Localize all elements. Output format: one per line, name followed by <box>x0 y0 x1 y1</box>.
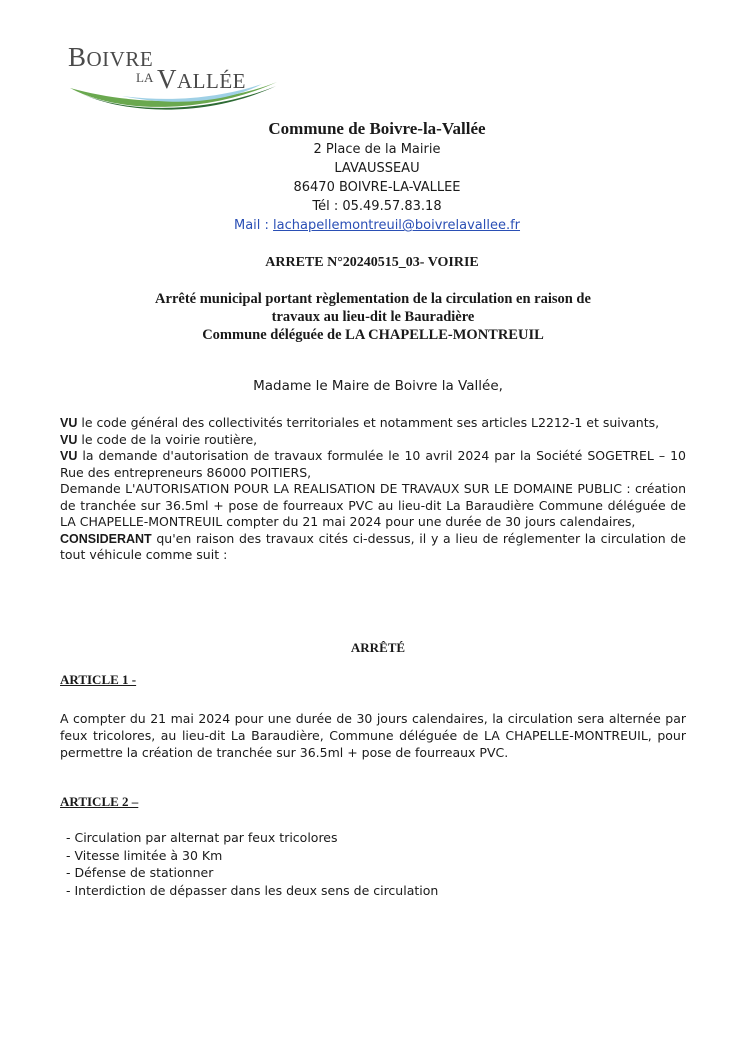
mail-label: Mail : <box>233 218 274 233</box>
considerant-text: qu'en raison des travaux cités ci-dessus, il y a lieu de réglementer la circulation de tout véhicule comme suit : <box>60 530 686 562</box>
considerant-paragraph <box>60 481 686 531</box>
list-item: - Circulation par alternat par feux tricolores <box>66 830 338 845</box>
address-street: 2 Place de la Mairie <box>313 142 441 157</box>
logo <box>62 38 282 120</box>
address-locality: LAVAUSSEAU <box>334 161 420 176</box>
arrete-heading: ARRÊTÉ <box>350 640 406 655</box>
title-line-2: travaux au lieu-dit le Bauradière <box>271 309 475 325</box>
phone-number: Tél : 05.49.57.83.18 <box>312 199 442 214</box>
considerant-text: le code de la voirie routière, <box>77 431 258 447</box>
considerant-lead: VU <box>60 432 78 447</box>
article-1-title-text: ARTICLE 1 - <box>60 672 137 687</box>
list-item: - Vitesse limitée à 30 Km <box>66 847 223 863</box>
list-item: - Interdiction de dépasser dans les deux sens de circulation <box>66 882 439 898</box>
considerant-paragraph <box>60 415 686 432</box>
considerant-text: la demande d'autorisation de travaux formulée le 10 avril 2024 par la Société SOGETREL – 10 Rue des entrepreneurs 86000 POITIERS, <box>60 448 686 480</box>
considerant-lead: VU <box>60 449 78 463</box>
letterhead <box>0 118 744 235</box>
mail-link[interactable]: lachapellemontreuil@boivrelavallee.fr <box>273 218 521 233</box>
considerant-text: Demande L'AUTORISATION POUR LA REALISATION DE TRAVAUX SUR LE DOMAINE PUBLIC : création de tranchée sur 36.5ml + pose de fourreaux PVC au lieu-dit La Baraudière Commune déléguée de LA CHAPELLE-MONTREUIL compter du 21 mai 2024 pour une durée de 30 jours calendaires, <box>60 481 686 529</box>
article-2-title-text: ARTICLE 2 – <box>60 794 139 809</box>
logo-word-boivre: BOIVRE <box>68 42 154 72</box>
mail-line <box>10 216 744 235</box>
considerant-paragraph <box>60 531 686 564</box>
commune-name: Commune de Boivre-la-Vallée <box>268 119 486 138</box>
title-line-1: Arrêté municipal portant règlementation de la circulation en raison de <box>155 291 591 307</box>
considerant-paragraph <box>60 448 686 481</box>
considerant-lead: CONSIDERANT <box>60 531 152 546</box>
issuer-line: Madame le Maire de Boivre la Vallée, <box>253 378 503 394</box>
list-item: - Défense de stationner <box>66 865 214 880</box>
article-1-text: A compter du 21 mai 2024 pour une durée de 30 jours calendaires, la circulation sera alternée par feux tricolores, au lieu-dit La Baraudière, Commune déléguée de LA CHAPELLE-MONTREUIL, pour permettre la création de tranchée sur 36.5ml + pose de fourreaux PVC. <box>60 711 686 760</box>
considerants <box>60 415 686 564</box>
considerant-paragraph <box>60 432 686 449</box>
article-2-list <box>66 829 438 899</box>
considerant-lead: VU <box>60 416 78 430</box>
considerant-text: le code général des collectivités territoriales et notamment ses articles L2212-1 et suivants, <box>77 415 660 430</box>
article-2-title <box>60 794 138 810</box>
article-1-title <box>60 672 136 688</box>
document-title <box>60 290 686 344</box>
logo-word-la: LA <box>136 70 154 85</box>
address-postcode: 86470 BOIVRE-LA-VALLEE <box>293 180 461 195</box>
arrete-number: ARRETE N°20240515_03- VOIRIE <box>265 255 479 270</box>
title-line-3: Commune déléguée de LA CHAPELLE-MONTREUIL <box>202 327 544 343</box>
logo-word-vallee: VALLÉE <box>157 64 246 94</box>
